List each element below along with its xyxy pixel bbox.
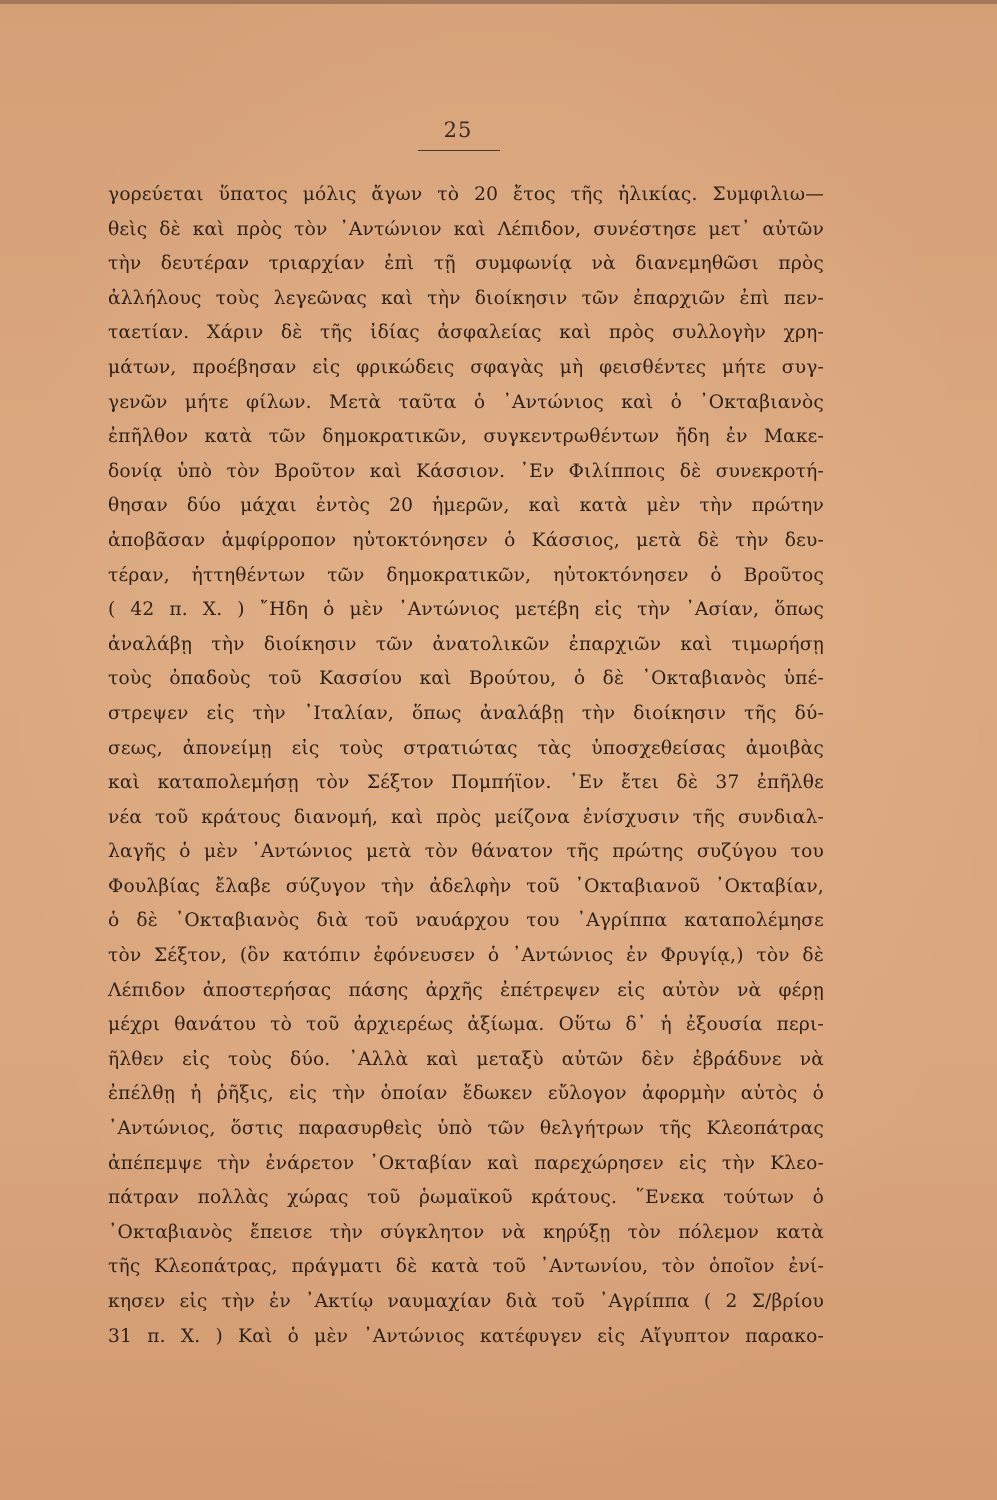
text-line: νέα τοῦ κράτους διανομή, καὶ πρὸς μείζονα ἐνίσχυσιν τῆς συνδιαλ- bbox=[108, 806, 824, 828]
page-number: 25 bbox=[443, 118, 473, 142]
body-text bbox=[108, 178, 824, 1354]
text-line: ἐπῆλθον κατὰ τῶν δημοκρατικῶν, συγκεντρωθέντων ἤδη ἐν Μακε- bbox=[108, 426, 824, 448]
page-number-rule bbox=[418, 150, 500, 151]
text-line: μάτων, προέβησαν εἰς φρικώδεις σφαγὰς μὴ φεισθέντες μήτε συγ- bbox=[108, 356, 824, 378]
text-line: Φουλβίας ἔλαβε σύζυγον τὴν ἀδελφὴν τοῦ ᾿Οκταβιανοῦ ᾿Οκταβίαν, bbox=[108, 875, 824, 897]
text-line: τὸν Σέξτον, (ὃν κατόπιν ἐφόνευσεν ὁ ᾿Αντώνιος ἐν Φρυγίᾳ,) τὸν δὲ bbox=[108, 945, 824, 967]
text-line: μέχρι θανάτου τὸ τοῦ ἀρχιερέως ἀξίωμα. Οὕτω δ᾿ ἡ ἐξουσία περι- bbox=[108, 1014, 824, 1036]
text-line: ἀλλήλους τοὺς λεγεῶνας καὶ τὴν διοίκησιν τῶν ἐπαρχιῶν ἐπὶ πεν- bbox=[108, 287, 824, 309]
text-line: ᾿Αντώνιος, ὅστις παρασυρθεὶς ὑπὸ τῶν θελγήτρων τῆς Κλεοπάτρας bbox=[108, 1118, 824, 1140]
text-line: τὴν δευτέραν τριαρχίαν ἐπὶ τῇ συμφωνίᾳ νὰ διανεμηθῶσι πρὸς bbox=[108, 253, 824, 275]
text-line: ᾿Οκταβιανὸς ἔπεισε τὴν σύγκλητον νὰ κηρύξῃ τὸν πόλεμον κατὰ bbox=[108, 1221, 824, 1243]
text-line: 31 π. Χ. ) Καὶ ὁ μὲν ᾿Αντώνιος κατέφυγεν εἰς Αἴγυπτον παρακο- bbox=[108, 1325, 824, 1347]
text-line: ταετίαν. Χάριν δὲ τῆς ἰδίας ἀσφαλείας καὶ πρὸς συλλογὴν χρη- bbox=[108, 322, 824, 344]
text-line: θεὶς δὲ καὶ πρὸς τὸν ᾿Αντώνιον καὶ Λέπιδον, συνέστησε μετ᾿ αὐτῶν bbox=[108, 218, 824, 240]
text-line: ἀναλάβῃ τὴν διοίκησιν τῶν ἀνατολικῶν ἐπαρχιῶν καὶ τιμωρήσῃ bbox=[108, 633, 824, 655]
text-line: τῆς Κλεοπάτρας, πράγματι δὲ κατὰ τοῦ ᾿Αντωνίου, τὸν ὁποῖον ἐνί- bbox=[108, 1256, 824, 1278]
text-line: γορεύεται ὕπατος μόλις ἄγων τὸ 20 ἔτος τῆς ἡλικίας. Συμφιλιω— bbox=[108, 184, 824, 205]
text-line: τοὺς ὀπαδοὺς τοῦ Κασσίου καὶ Βρούτου, ὁ δὲ ᾿Οκταβιανὸς ὑπέ- bbox=[108, 668, 824, 690]
text-line: κησεν εἰς τὴν ἐν ᾿Ακτίῳ ναυμαχίαν διὰ τοῦ ᾿Αγρίππα ( 2 Σ/βρίου bbox=[108, 1291, 824, 1312]
text-line: τέραν, ἡττηθέντων τῶν δημοκρατικῶν, ηὐτοκτόνησεν ὁ Βροῦτος bbox=[108, 564, 824, 586]
top-edge bbox=[0, 0, 997, 4]
text-line: γενῶν μήτε φίλων. Μετὰ ταῦτα ὁ ᾿Αντώνιος καὶ ὁ ᾿Οκταβιανὸς bbox=[108, 391, 824, 413]
text-line: ἀποβᾶσαν ἀμφίρροπον ηὐτοκτόνησεν ὁ Κάσσιος, μετὰ δὲ τὴν δευ- bbox=[108, 529, 824, 551]
text-line: ( 42 π. Χ. ) ῎Ηδη ὁ μὲν ᾿Αντώνιος μετέβη εἰς τὴν ᾿Ασίαν, ὅπως bbox=[108, 599, 824, 621]
text-line: ἀπέπεμψε τὴν ἐνάρετον ᾿Οκταβίαν καὶ παρεχώρησεν εἰς τὴν Κλεο- bbox=[108, 1152, 824, 1174]
text-line: ἐπέλθῃ ἡ ῥῆξις, εἰς τὴν ὁποίαν ἔδωκεν εὔλογον ἀφορμὴν αὐτὸς ὁ bbox=[108, 1083, 824, 1105]
text-line: ὁ δὲ ᾿Οκταβιανὸς διὰ τοῦ ναυάρχου του ᾿Αγρίππα καταπολέμησε bbox=[108, 910, 824, 932]
text-line: Λέπιδον ἀποστερήσας πάσης ἀρχῆς ἐπέτρεψεν εἰς αὐτὸν νὰ φέρῃ bbox=[108, 979, 824, 1001]
text-line: πάτραν πολλὰς χώρας τοῦ ῥωμαϊκοῦ κράτους. ῞Ενεκα τούτων ὁ bbox=[108, 1187, 824, 1209]
text-line: καὶ καταπολεμήσῃ τὸν Σέξτον Πομπήϊον. ᾿Εν ἔτει δὲ 37 ἐπῆλθε bbox=[108, 772, 824, 794]
text-line: λαγῆς ὁ μὲν ᾿Αντώνιος μετὰ τὸν θάνατον τῆς πρώτης συζύγου του bbox=[108, 841, 824, 863]
text-line: στρεψεν εἰς τὴν ᾿Ιταλίαν, ὅπως ἀναλάβῃ τὴν διοίκησιν τῆς δύ- bbox=[108, 702, 824, 724]
text-line: θησαν δύο μάχαι ἐντὸς 20 ἡμερῶν, καὶ κατὰ μὲν τὴν πρώτην bbox=[108, 495, 824, 517]
text-line: ῆλθεν εἰς τοὺς δύο. ᾿Αλλὰ καὶ μεταξὺ αὐτῶν δὲν ἐβράδυνε νὰ bbox=[108, 1048, 824, 1070]
text-line: σεως, ἀπονείμῃ εἰς τοὺς στρατιώτας τὰς ὑποσχεθείσας ἀμοιβὰς bbox=[108, 737, 824, 759]
text-line: δονίᾳ ὑπὸ τὸν Βροῦτον καὶ Κάσσιον. ᾿Εν Φιλίπποις δὲ συνεκροτή- bbox=[108, 460, 824, 482]
